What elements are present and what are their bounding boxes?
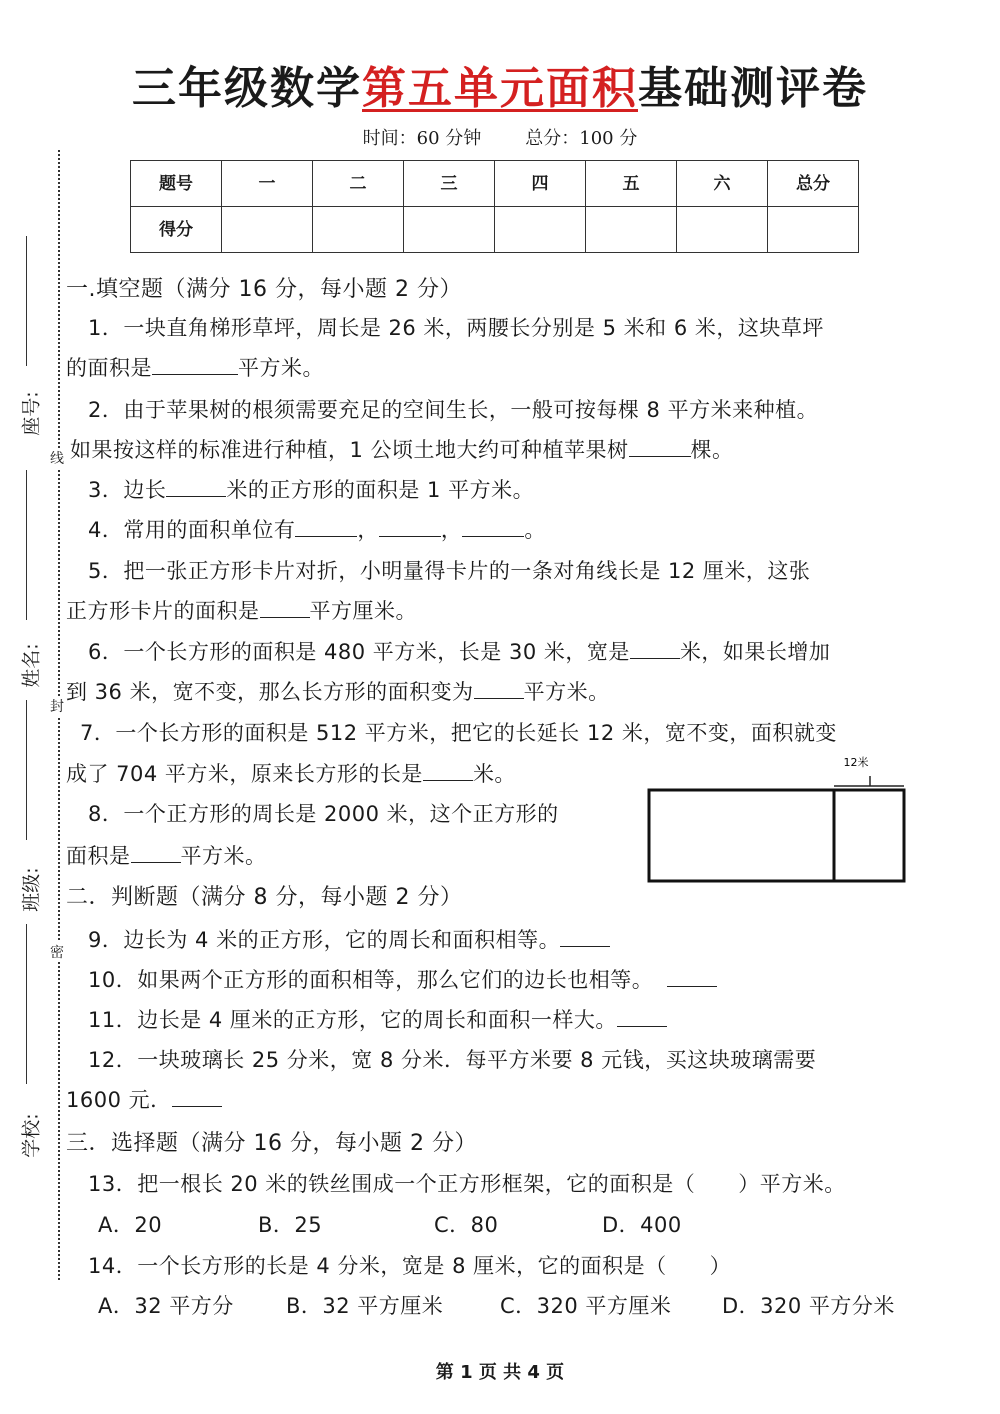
question-text: 成了 704 平方米，原来长方形的长是 米。 [66, 762, 516, 786]
title-suffix: 基础测评卷 [638, 63, 868, 114]
school-label: 学校: [20, 1113, 43, 1158]
title-prefix: 三年级数学 [132, 63, 362, 114]
score-header: 总分 [768, 161, 859, 207]
option-a[interactable]: A．32 平方分 [98, 1294, 234, 1318]
score-cell[interactable] [222, 207, 313, 253]
option-b[interactable]: B．25 [258, 1213, 323, 1237]
answer-blank[interactable] [379, 518, 441, 537]
question-text: 10．如果两个正方形的面积相等，那么它们的边长也相等。 [88, 964, 717, 994]
school-line[interactable] [26, 924, 27, 1084]
question-text: 13．把一根长 20 米的铁丝围成一个正方形框架，它的面积是（ ）平方米。 [88, 1172, 846, 1196]
score-cell[interactable] [677, 207, 768, 253]
answer-blank[interactable] [560, 928, 610, 947]
diagram-label: 12米 [843, 756, 869, 769]
question-text: 面积是 平方米。 [66, 844, 267, 868]
score-header: 四 [495, 161, 586, 207]
exam-total-score: 总分：100 分 [525, 128, 638, 149]
answer-blank[interactable] [462, 518, 524, 537]
question-text: 12．一块玻璃长 25 分米，宽 8 分米．每平方米要 8 元钱，买这块玻璃需要 [88, 1048, 817, 1072]
question-text: 4．常用的面积单位有 ， ， 。 [88, 518, 546, 542]
score-header: 二 [313, 161, 404, 207]
question-text: 的面积是 平方米。 [66, 356, 324, 380]
answer-blank[interactable] [152, 356, 238, 375]
question-text: 3．边长 米的正方形的面积是 1 平方米。 [88, 478, 535, 502]
section-heading: 一.填空题（满分 16 分，每小题 2 分） [66, 277, 462, 302]
question-text: 8．一个正方形的周长是 2000 米，这个正方形的 [88, 802, 559, 826]
seat-number-label: 座号: [20, 391, 43, 436]
question-text: 2．由于苹果树的根须需要充足的空间生长，一般可按每棵 8 平方米来种植。 [88, 398, 819, 422]
question-text: 到 36 米，宽不变，那么长方形的面积变为 平方米。 [66, 680, 610, 704]
option-b[interactable]: B．32 平方厘米 [286, 1294, 444, 1318]
seat-number-line[interactable] [26, 236, 27, 366]
answer-blank[interactable] [667, 968, 717, 987]
class-label: 班级: [20, 867, 43, 912]
answer-blank[interactable] [474, 680, 524, 699]
score-table-score-row [131, 207, 859, 253]
name-line[interactable] [26, 470, 27, 620]
score-cell[interactable] [768, 207, 859, 253]
class-line[interactable] [26, 700, 27, 840]
page-title [0, 52, 1000, 116]
rectangle-diagram [646, 752, 908, 884]
answer-blank[interactable] [295, 518, 357, 537]
binding-char: 线 [50, 448, 64, 468]
question-text: 14．一个长方形的长是 4 分米，宽是 8 厘米，它的面积是（ ） [88, 1254, 732, 1278]
name-label: 姓名: [20, 643, 43, 688]
binding-char: 封 [50, 696, 64, 716]
answer-blank[interactable] [617, 1008, 667, 1027]
exam-time: 时间：60 分钟 [362, 128, 482, 149]
score-header: 五 [586, 161, 677, 207]
answer-blank[interactable] [172, 1088, 222, 1107]
score-header: 六 [677, 161, 768, 207]
question-text: 1600 元． [66, 1084, 222, 1114]
option-c[interactable]: C．320 平方厘米 [500, 1294, 672, 1318]
section-heading: 三．选择题（满分 16 分，每小题 2 分） [66, 1131, 477, 1156]
option-c[interactable]: C．80 [434, 1213, 499, 1237]
answer-blank[interactable] [629, 438, 691, 457]
answer-blank[interactable] [260, 599, 310, 618]
answer-blank[interactable] [423, 762, 473, 781]
option-a[interactable]: A．20 [98, 1213, 163, 1237]
score-header: 题号 [131, 161, 222, 207]
rectangle-outline [649, 790, 904, 881]
answer-blank[interactable] [131, 844, 181, 863]
score-table [130, 160, 859, 253]
score-cell[interactable] [586, 207, 677, 253]
option-d[interactable]: D．320 平方分米 [722, 1294, 895, 1318]
binding-char: 密 [50, 942, 64, 962]
score-header: 三 [404, 161, 495, 207]
question-text: 11．边长是 4 厘米的正方形，它的周长和面积一样大。 [88, 1004, 667, 1034]
score-cell[interactable] [404, 207, 495, 253]
option-d[interactable]: D．400 [602, 1213, 682, 1237]
question-text: 7．一个长方形的面积是 512 平方米，把它的长延长 12 米，宽不变，面积就变 [80, 721, 837, 745]
answer-blank[interactable] [630, 640, 680, 659]
score-table-header-row [131, 161, 859, 207]
question-text: 6．一个长方形的面积是 480 平方米，长是 30 米，宽是 米，如果长增加 [88, 640, 831, 664]
score-header: 一 [222, 161, 313, 207]
answer-blank[interactable] [166, 478, 226, 497]
page-number: 第 1 页 共 4 页 [435, 1362, 565, 1383]
exam-info [0, 124, 1000, 150]
score-row-label: 得分 [131, 207, 222, 253]
score-cell[interactable] [495, 207, 586, 253]
question-text: 如果按这样的标准进行种植，1 公顷土地大约可种植苹果树 棵。 [70, 438, 734, 462]
question-text: 1．一块直角梯形草坪，周长是 26 米，两腰长分别是 5 米和 6 米，这块草坪 [88, 316, 824, 340]
question-text: 9．边长为 4 米的正方形，它的周长和面积相等。 [88, 924, 610, 954]
score-cell[interactable] [313, 207, 404, 253]
question-text: 5．把一张正方形卡片对折，小明量得卡片的一条对角线长是 12 厘米，这张 [88, 559, 811, 583]
section-heading: 二．判断题（满分 8 分，每小题 2 分） [66, 885, 463, 910]
title-highlight: 第五单元面积 [362, 63, 638, 114]
question-text: 正方形卡片的面积是 平方厘米。 [66, 599, 417, 623]
